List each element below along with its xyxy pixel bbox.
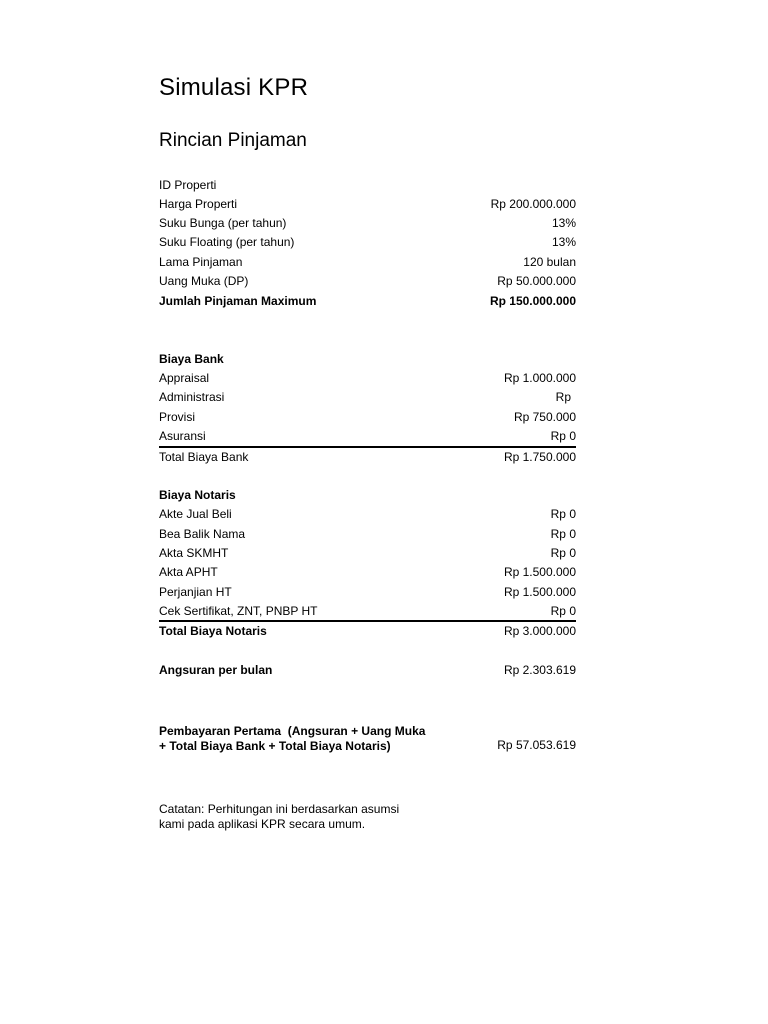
row-label: Total Biaya Notaris — [159, 624, 267, 638]
section-title-loan-details: Rincian Pinjaman — [159, 130, 307, 151]
row-label: Akta SKMHT — [159, 546, 229, 560]
row-value: Rp 750.000 — [513, 410, 576, 424]
row-label: Bea Balik Nama — [159, 527, 246, 541]
notary-fee-row-bbn — [159, 525, 576, 544]
row-value: Rp 1.500.000 — [503, 565, 576, 579]
row-value: Rp 0 — [550, 507, 576, 521]
row-label: Suku Bunga (per tahun) — [159, 216, 287, 230]
section-heading: Biaya Bank — [159, 352, 224, 366]
row-value: 13% — [551, 216, 576, 230]
notary-fees-total-row — [159, 622, 576, 641]
row-value: Rp 50.000.000 — [497, 274, 576, 288]
row-label: Perjanjian HT — [159, 585, 232, 599]
row-label: Appraisal — [159, 371, 210, 385]
row-value: 120 bulan — [523, 255, 576, 269]
row-label: Akta APHT — [159, 565, 218, 579]
row-label: Asuransi — [159, 429, 206, 443]
first-payment-label-line1: Pembayaran Pertama (Angsuran + Uang Muka — [159, 724, 426, 738]
row-value: Rp 1.750.000 — [503, 450, 576, 464]
row-label: Administrasi — [159, 390, 225, 404]
footnote-line1: Catatan: Perhitungan ini berdasarkan asumsi — [159, 802, 400, 816]
bank-fee-row-administration — [159, 388, 576, 407]
row-label: Lama Pinjaman — [159, 255, 243, 269]
row-value: Rp 0 — [550, 429, 576, 443]
bank-fees-total-row — [159, 448, 576, 467]
notary-fee-row-ht-agreement — [159, 583, 576, 602]
row-label: Akte Jual Beli — [159, 507, 232, 521]
row-value: Rp 0 — [550, 527, 576, 541]
loan-row-interest-rate — [159, 214, 576, 233]
row-label: Suku Floating (per tahun) — [159, 235, 295, 249]
row-value: Rp 150.000.000 — [489, 294, 576, 308]
footnote-line2: kami pada aplikasi KPR secara umum. — [159, 817, 366, 831]
footnote — [159, 802, 459, 832]
row-value: Rp 1.500.000 — [503, 585, 576, 599]
notary-fee-row-skmht — [159, 544, 576, 563]
notary-fee-row-ajb — [159, 505, 576, 524]
row-label: Total Biaya Bank — [159, 450, 249, 464]
monthly-installment-row — [159, 661, 576, 680]
loan-row-property-id — [159, 176, 576, 195]
notary-fees-heading — [159, 486, 576, 505]
row-value: Rp 200.000.000 — [490, 197, 576, 211]
bank-fee-row-appraisal — [159, 369, 576, 388]
notary-fee-row-certificate-check — [159, 602, 576, 621]
row-value: Rp — [555, 390, 571, 404]
row-value: Rp 3.000.000 — [503, 624, 576, 638]
first-payment-label-line2: + Total Biaya Bank + Total Biaya Notaris) — [159, 739, 391, 753]
notary-fee-row-apht — [159, 563, 576, 582]
loan-row-down-payment — [159, 272, 576, 291]
first-payment-value: Rp 57.053.619 — [497, 738, 576, 752]
loan-row-floating-rate — [159, 233, 576, 252]
bank-fee-row-provision — [159, 408, 576, 427]
page-title: Simulasi KPR — [159, 74, 309, 101]
bank-fee-row-insurance — [159, 427, 576, 446]
loan-row-loan-term — [159, 253, 576, 272]
row-value: 13% — [551, 235, 576, 249]
section-heading: Biaya Notaris — [159, 488, 236, 502]
row-label: Provisi — [159, 410, 196, 424]
row-value: Rp 0 — [550, 604, 576, 618]
row-label: Uang Muka (DP) — [159, 274, 249, 288]
row-label: Angsuran per bulan — [159, 663, 273, 677]
bank-fees-heading — [159, 350, 576, 369]
row-label: ID Properti — [159, 178, 217, 192]
row-value: Rp 1.000.000 — [503, 371, 576, 385]
first-payment-label — [159, 724, 439, 754]
loan-row-max-loan — [159, 292, 576, 311]
row-label: Jumlah Pinjaman Maximum — [159, 294, 317, 308]
row-value: Rp 0 — [550, 546, 576, 560]
loan-row-property-price — [159, 195, 576, 214]
row-label: Harga Properti — [159, 197, 238, 211]
row-label: Cek Sertifikat, ZNT, PNBP HT — [159, 604, 318, 618]
row-value: Rp 2.303.619 — [503, 663, 576, 677]
